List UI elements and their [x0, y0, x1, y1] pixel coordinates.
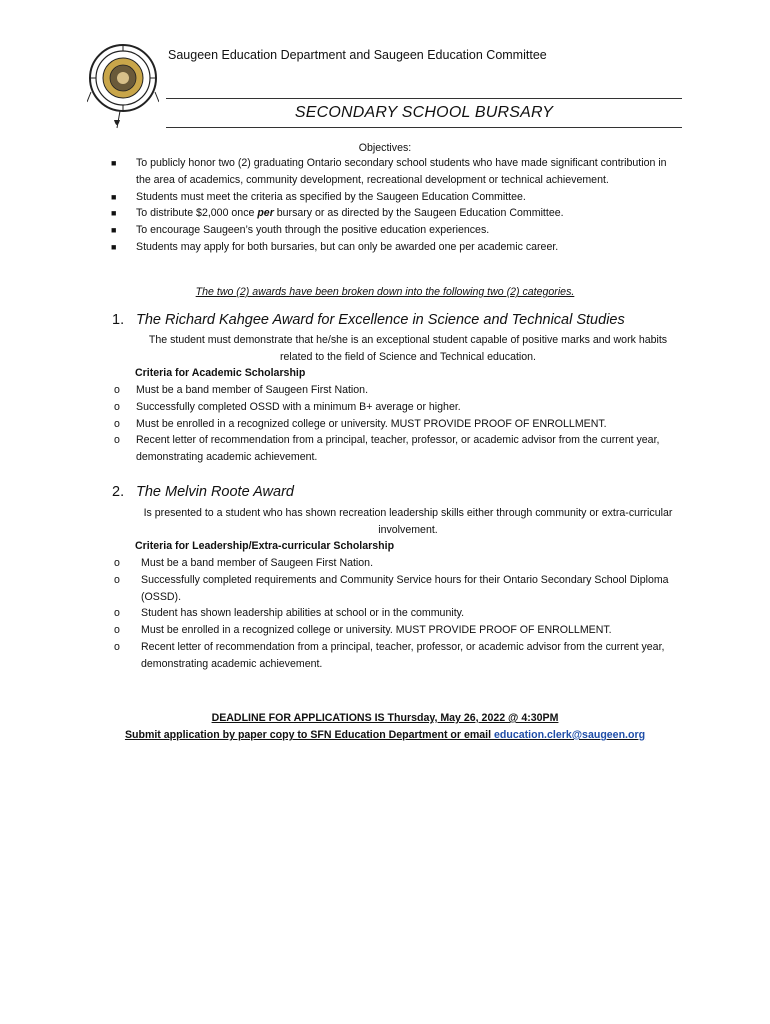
header-rule-top	[166, 98, 682, 99]
bullet-marker: ■	[111, 208, 117, 219]
list-item	[114, 382, 674, 399]
objective-text: Students must meet the criteria as specified by the Saugeen Education Committee.	[136, 190, 526, 203]
award2-title	[112, 484, 294, 500]
criteria-text: Successfully completed OSSD with a minimum B+ average or higher.	[136, 400, 461, 413]
criteria-text: Must be a band member of Saugeen First Nation.	[141, 557, 374, 569]
criteria-text: Must be enrolled in a recognized college or university. MUST PROVIDE PROOF OF ENROLLMENT.	[141, 624, 612, 637]
list-item	[114, 605, 674, 622]
bullet-marker: o	[114, 640, 120, 653]
submit-instructions	[0, 727, 770, 744]
bullet-marker: ■	[111, 241, 117, 252]
list-item	[114, 622, 674, 639]
criteria-text: Recent letter of recommendation from a principal, teacher, professor, or academic advisor from the current year, demonstrating academic achievement.	[141, 640, 665, 670]
page-title: SECONDARY SCHOOL BURSARY	[294, 104, 554, 121]
categories-note: The two (2) awards have been broken down into the following two (2) categories.	[195, 286, 575, 298]
list-item	[111, 189, 676, 206]
list-item	[114, 555, 674, 572]
header-rule-bottom	[166, 127, 682, 128]
bullet-marker: ■	[111, 225, 117, 236]
list-item	[114, 639, 674, 673]
bullet-marker: o	[114, 624, 120, 637]
criteria-text: Must be a band member of Saugeen First Nation.	[136, 384, 369, 396]
bullet-marker: o	[114, 573, 120, 586]
award2-description: Is presented to a student who has shown recreation leadership skills either through community or extra-curricular involvement.	[143, 507, 673, 536]
list-item	[114, 432, 674, 466]
list-item	[111, 239, 676, 256]
criteria-text: Recent letter of recommendation from a principal, teacher, professor, or academic advisor from the current year, demonstrating academic achievement.	[136, 434, 660, 464]
list-item	[114, 416, 674, 433]
bullet-marker: o	[114, 400, 120, 413]
award1-title	[112, 312, 625, 328]
criteria-text: Must be enrolled in a recognized college or university. MUST PROVIDE PROOF OF ENROLLMENT.	[136, 417, 607, 430]
bullet-marker: o	[114, 434, 120, 447]
list-item	[114, 572, 674, 606]
objectives-heading: Objectives:	[358, 142, 412, 154]
criteria-text: Successfully completed requirements and Community Service hours for their Ontario Secondary School Diploma (OSSD).	[141, 573, 669, 603]
award2-number: 2.	[112, 484, 125, 500]
objective-text: Students may apply for both bursaries, but can only be awarded one per academic career.	[136, 240, 559, 253]
bullet-marker: o	[114, 557, 120, 569]
list-item	[111, 155, 676, 189]
objective-text: To publicly honor two (2) graduating Ontario secondary school students who have made significant contribution in the area of academics, community development, recreational development or technical achievement.	[136, 157, 667, 186]
objective-text: To encourage Saugeen’s youth through the positive education experiences.	[136, 224, 490, 237]
submit-text: Submit application by paper copy to SFN Education Department or email	[124, 729, 495, 741]
award2-title-text: The Melvin Roote Award	[136, 484, 294, 500]
bullet-marker: ■	[111, 191, 117, 202]
email-link[interactable]: education.clerk@saugeen.org	[494, 729, 646, 741]
award1-criteria-list	[114, 382, 674, 466]
list-item	[114, 399, 674, 416]
award1-number: 1.	[112, 312, 125, 328]
award1-title-text: The Richard Kahgee Award for Excellence in Science and Technical Studies	[136, 312, 625, 328]
bullet-marker: o	[114, 384, 120, 396]
award2-criteria-list	[114, 555, 674, 673]
objectives-list	[111, 155, 676, 256]
criteria-text: Student has shown leadership abilities at school or in the community.	[141, 607, 465, 620]
award2-criteria-heading: Criteria for Leadership/Extra-curricular Scholarship	[135, 540, 395, 552]
list-item	[111, 205, 676, 222]
header-organization: Saugeen Education Department and Saugeen Education Committee	[168, 48, 547, 62]
award1-description: The student must demonstrate that he/she is an exceptional student capable of positive marks and work habits related to the field of Science and Technical education.	[148, 334, 668, 363]
bullet-marker: o	[114, 607, 120, 620]
bullet-marker: o	[114, 417, 120, 430]
saugeen-logo	[87, 42, 159, 134]
deadline-notice: DEADLINE FOR APPLICATIONS IS Thursday, May 26, 2022 @ 4:30PM	[211, 712, 559, 724]
objective-text: To distribute $2,000 once per bursary or as directed by the Saugeen Education Committee.	[136, 207, 564, 220]
list-item	[111, 222, 676, 239]
award1-criteria-heading: Criteria for Academic Scholarship	[135, 367, 306, 379]
bullet-marker: ■	[111, 158, 117, 168]
